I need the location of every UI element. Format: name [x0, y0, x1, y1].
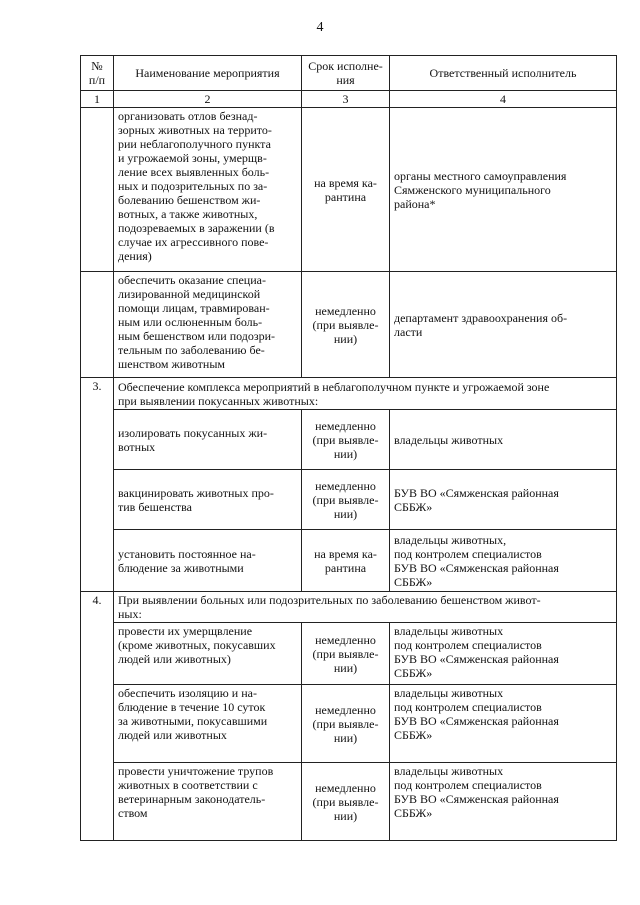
- row-responsible: владельцы животных: [390, 410, 617, 470]
- section-3-num: 3.: [81, 378, 114, 592]
- table-row: [81, 470, 617, 530]
- row-term: немедленно (при выявле- нии): [302, 763, 390, 841]
- row-term: немедленно (при выявле- нии): [302, 272, 390, 378]
- row-term: немедленно (при выявле- нии): [302, 470, 390, 530]
- row-num: [81, 108, 114, 272]
- col-index-1: 1: [81, 91, 114, 108]
- section-3-title: Обеспечение комплекса мероприятий в неблагополучном пункте и угрожаемой зоне при выявлении покусанных животных:: [114, 378, 617, 410]
- row-term: на время ка- рантина: [302, 530, 390, 592]
- row-action: установить постоянное на- блюдение за животными: [114, 530, 302, 592]
- page-number: 4: [316, 20, 324, 35]
- row-responsible: департамент здравоохранения об- ласти: [390, 272, 617, 378]
- row-term: немедленно (при выявле- нии): [302, 410, 390, 470]
- col-index-3: 3: [302, 91, 390, 108]
- table-row: [81, 763, 617, 841]
- column-index-row: [81, 91, 617, 108]
- row-action: организовать отлов безнад- зорных животных на террито- рии неблагополучного пункта и угрожаемой зоны, умерщв- ление всех выявленных боль- ных и подозрительных по за- болеванию бешенством жи- вотных, а также животных, подозреваемых в заражении (в случае их агрессивного пове- дения): [114, 108, 302, 272]
- row-action: провести уничтожение трупов животных в соответствии с ветеринарным законодатель- ством: [114, 763, 302, 841]
- row-responsible: владельцы животных под контролем специалистов БУВ ВО «Сямженская районная СББЖ»: [390, 685, 617, 763]
- table-row: [81, 108, 617, 272]
- header-term: Срок исполне- ния: [302, 56, 390, 91]
- header-responsible: Ответственный исполнитель: [390, 56, 617, 91]
- row-action: обеспечить оказание специа- лизированной медицинской помощи лицам, травмирован- ным или ослюненным боль- ным бешенством или подозри- тельным по заболеванию бе- шенством животным: [114, 272, 302, 378]
- row-action: изолировать покусанных жи- вотных: [114, 410, 302, 470]
- row-action: вакцинировать животных про- тив бешенства: [114, 470, 302, 530]
- row-responsible: владельцы животных под контролем специалистов БУВ ВО «Сямженская районная СББЖ»: [390, 763, 617, 841]
- section-4-title-row: [81, 592, 617, 623]
- header-num: № п/п: [81, 56, 114, 91]
- row-num: [81, 272, 114, 378]
- row-action: обеспечить изоляцию и на- блюдение в течение 10 суток за животными, покусавшими людей или животных: [114, 685, 302, 763]
- row-responsible: владельцы животных под контролем специалистов БУВ ВО «Сямженская районная СББЖ»: [390, 623, 617, 685]
- row-action: провести их умерщвление (кроме животных, покусавших людей или животных): [114, 623, 302, 685]
- table-row: [81, 530, 617, 592]
- row-responsible: владельцы животных, под контролем специалистов БУВ ВО «Сямженская районная СББЖ»: [390, 530, 617, 592]
- row-term: немедленно (при выявле- нии): [302, 623, 390, 685]
- table-row: [81, 623, 617, 685]
- measures-table: [80, 55, 617, 841]
- section-4-num: 4.: [81, 592, 114, 841]
- row-responsible: органы местного самоуправления Сямженского муниципального района*: [390, 108, 617, 272]
- table-header-row: [81, 56, 617, 91]
- section-3-title-row: [81, 378, 617, 410]
- col-index-4: 4: [390, 91, 617, 108]
- section-4-title: При выявлении больных или подозрительных по заболеванию бешенством живот- ных:: [114, 592, 617, 623]
- row-responsible: БУВ ВО «Сямженская районная СББЖ»: [390, 470, 617, 530]
- col-index-2: 2: [114, 91, 302, 108]
- row-term: на время ка- рантина: [302, 108, 390, 272]
- table-row: [81, 685, 617, 763]
- table-row: [81, 272, 617, 378]
- header-name: Наименование мероприятия: [114, 56, 302, 91]
- table-row: [81, 410, 617, 470]
- row-term: немедленно (при выявле- нии): [302, 685, 390, 763]
